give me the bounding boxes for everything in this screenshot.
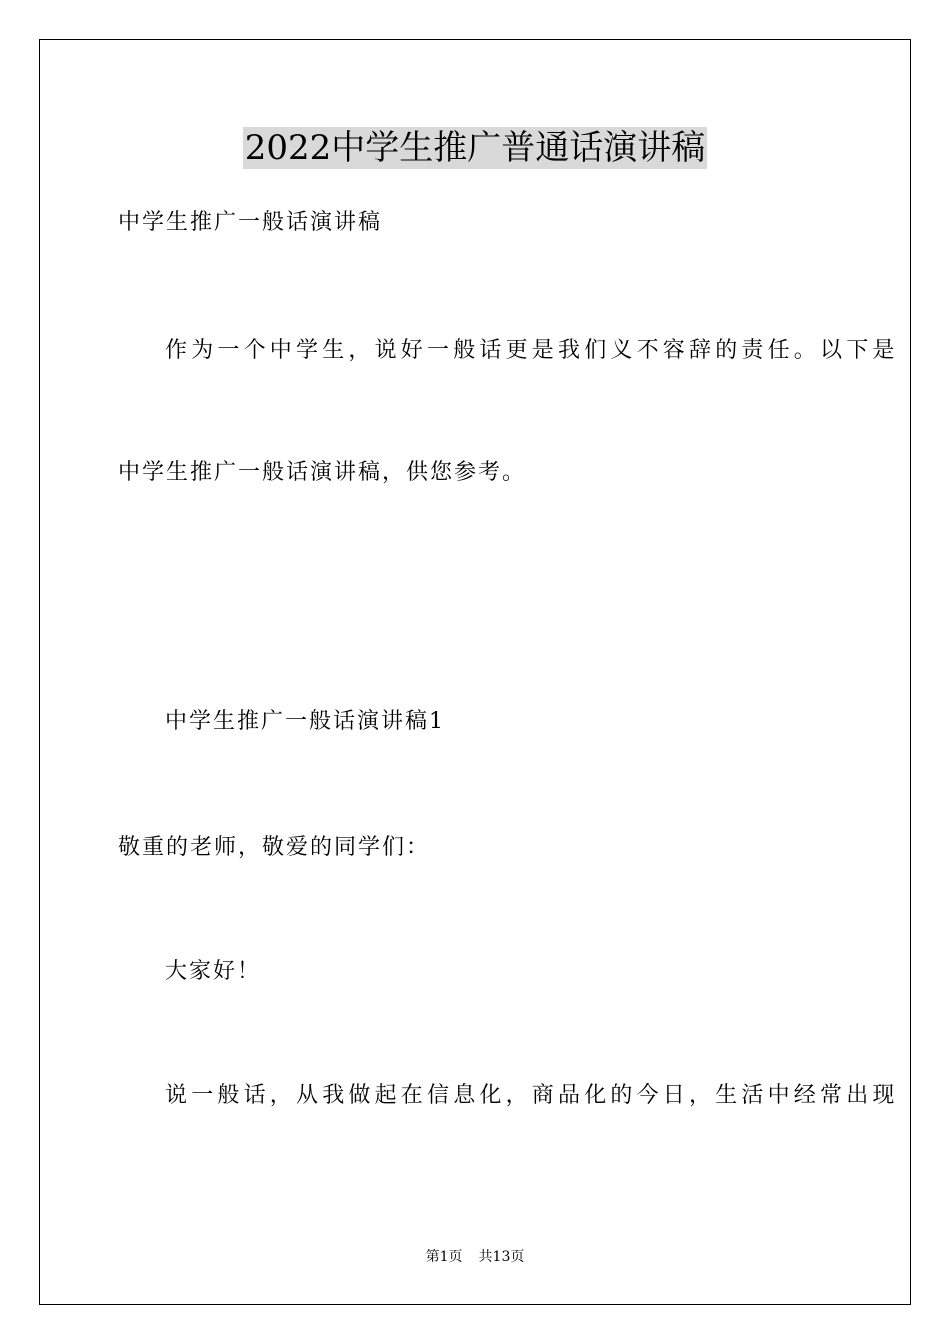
page-footer — [0, 1247, 950, 1267]
intro-paragraph-line-1: 作为一个中学生，说好一般话更是我们义不容辞的责任。以下是 — [165, 338, 899, 363]
intro-paragraph-line-2: 中学生推广一般话演讲稿，供您参考。 — [118, 460, 527, 485]
salutation: 敬重的老师，敬爱的同学们： — [118, 835, 431, 860]
greeting: 大家好！ — [165, 959, 262, 984]
subtitle-paragraph: 中学生推广一般话演讲稿 — [118, 210, 383, 235]
title-container — [0, 127, 950, 169]
page-number-current: 第1页 — [425, 1249, 463, 1265]
document-title: 2022中学生推广普通话演讲稿 — [244, 128, 706, 168]
body-paragraph: 说一般话，从我做起在信息化，商品化的今日，生活中经常出现 — [165, 1083, 899, 1108]
page-number-total: 共13页 — [478, 1249, 525, 1265]
section-heading: 中学生推广一般话演讲稿1 — [165, 709, 445, 734]
